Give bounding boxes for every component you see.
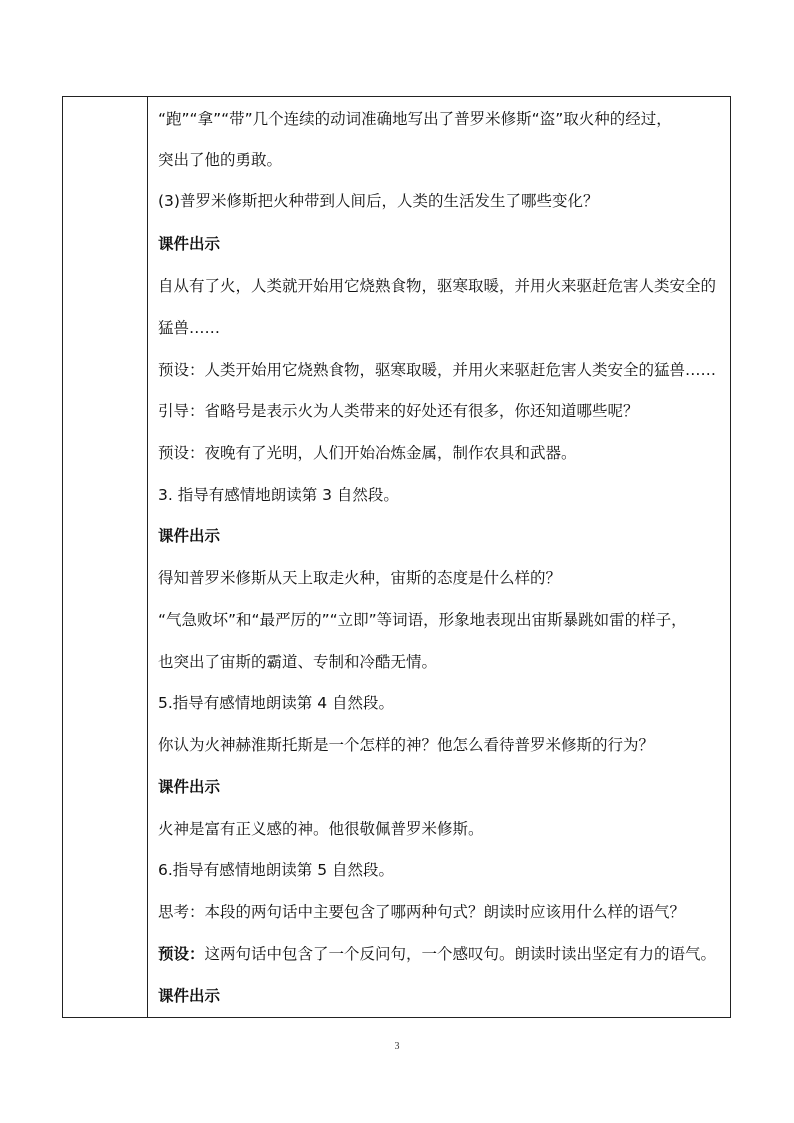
line-9: 预设：夜晚有了光明，人们开始冶炼金属，制作农具和武器。 — [158, 444, 577, 462]
line-8: 引导：省略号是表示火为人类带来的好处还有很多，你还知道哪些呢？ — [158, 402, 639, 420]
line-16: 你认为火神赫淮斯托斯是一个怎样的神？他怎么看待普罗米修斯的行为？ — [158, 736, 655, 754]
line-6: 猛兽…… — [158, 319, 221, 337]
line-1: “跑”“拿”“带”几个连续的动词准确地写出了普罗米修斯“盗”取火种的经过， — [158, 110, 672, 128]
line-20: 思考：本段的两句话中主要包含了哪两种句式？朗读时应该用什么样的语气？ — [158, 903, 686, 921]
heading-kejian-1: 课件出示 — [158, 235, 221, 253]
heading-kejian-4: 课件出示 — [158, 987, 221, 1005]
line-15: 5.指导有感情地朗读第 4 自然段。 — [158, 694, 395, 712]
lesson-content — [149, 97, 731, 1017]
line-21 — [158, 944, 725, 964]
line-2: 突出了他的勇敢。 — [158, 151, 283, 169]
line-5: 自从有了火，人类就开始用它烧熟食物，驱寒取暖，并用火来驱赶危害人类安全的 — [158, 277, 717, 295]
line-18: 火神是富有正义感的神。他很敬佩普罗米修斯。 — [158, 820, 484, 838]
preset-label: 预设： — [158, 945, 205, 963]
line-19: 6.指导有感情地朗读第 5 自然段。 — [158, 861, 395, 879]
line-14: 也突出了宙斯的霸道、专制和冷酷无情。 — [158, 653, 438, 671]
line-13: “气急败坏”和“最严厉的”“立即”等词语，形象地表现出宙斯暴跳如雷的样子， — [158, 611, 687, 629]
line-3: (3)普罗米修斯把火种带到人间后，人类的生活发生了哪些变化？ — [158, 192, 599, 210]
line-10: 3. 指导有感情地朗读第 3 自然段。 — [158, 486, 399, 504]
page-number: 3 — [394, 1041, 400, 1052]
line-7: 预设：人类开始用它烧熟食物，驱寒取暖，并用火来驱赶危害人类安全的猛兽…… — [158, 361, 717, 379]
lesson-table — [62, 96, 731, 1018]
preset-text: 这两句话中包含了一个反问句，一个感叹句。朗读时读出坚定有力的语气。 — [204, 945, 717, 963]
left-column — [63, 97, 148, 1017]
line-12: 得知普罗米修斯从天上取走火种，宙斯的态度是什么样的？ — [158, 569, 562, 587]
heading-kejian-2: 课件出示 — [158, 527, 221, 545]
heading-kejian-3: 课件出示 — [158, 778, 221, 796]
